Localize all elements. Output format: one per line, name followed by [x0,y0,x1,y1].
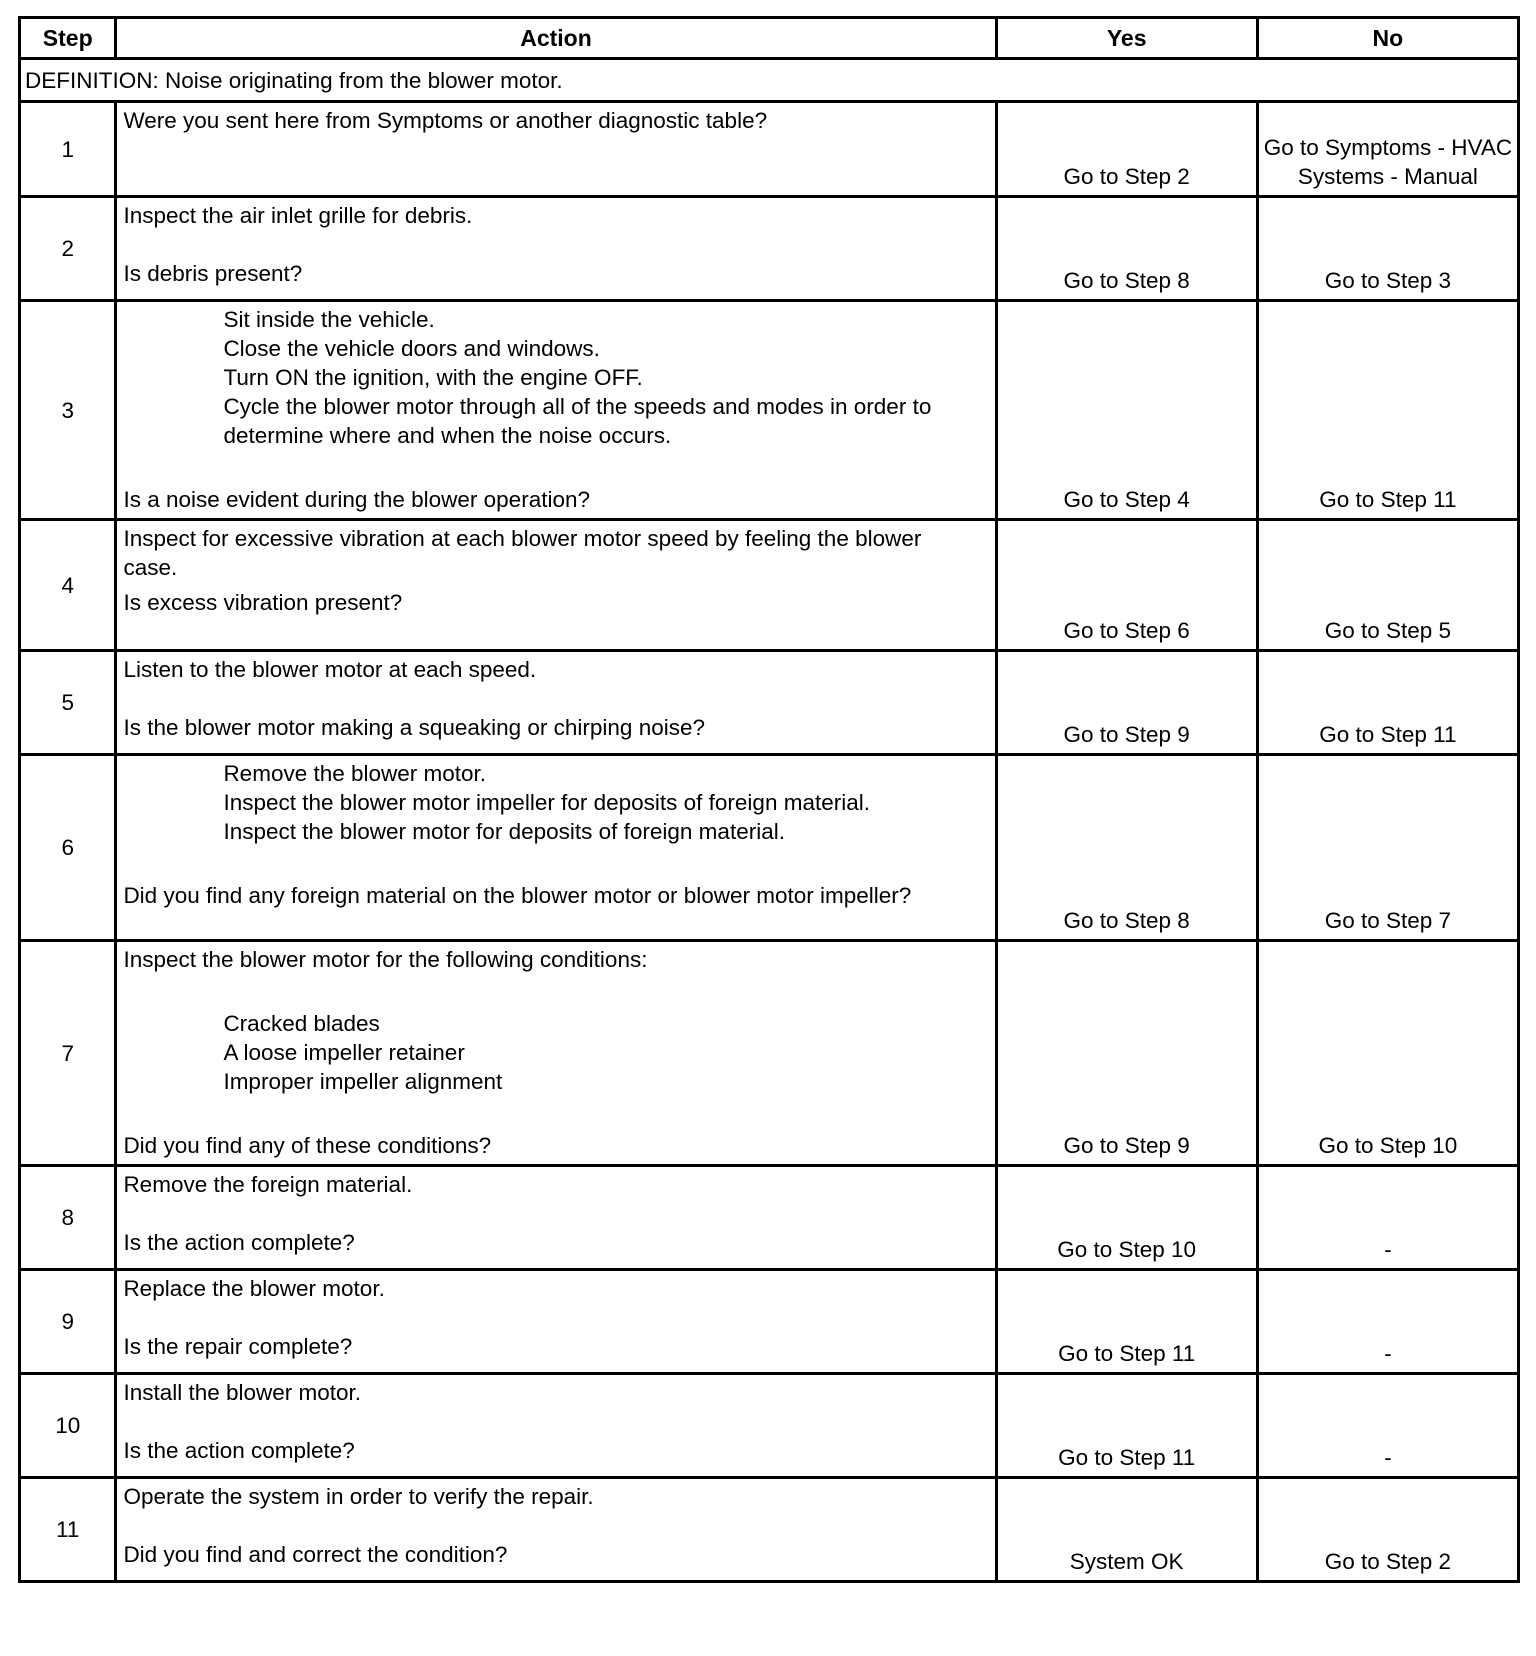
header-no: No [1257,18,1518,59]
yes-cell: Go to Step 9 [996,941,1257,1166]
no-cell: - [1257,1270,1518,1374]
no-cell: - [1257,1374,1518,1478]
action-cell [116,1166,996,1270]
condition-item: A loose impeller retainer [223,1040,465,1065]
yes-cell: Go to Step 8 [996,755,1257,941]
action-cell [116,197,996,301]
action-cell [116,301,996,520]
action-line: Replace the blower motor. [123,1276,385,1301]
action-cell [116,1270,996,1374]
step-number: 6 [20,755,116,941]
action-cell [116,755,996,941]
yes-cell: Go to Step 4 [996,301,1257,520]
action-question: Is the action complete? [123,1230,355,1255]
action-line: Inspect for excessive vibration at each blower motor speed by feeling the blower case. [123,526,922,580]
step-number: 3 [20,301,116,520]
action-cell [116,102,996,197]
no-cell: Go to Step 5 [1257,520,1518,651]
step-row-5 [20,651,1519,755]
header-row [20,18,1519,59]
action-question: Is the action complete? [123,1438,355,1463]
yes-cell: Go to Step 6 [996,520,1257,651]
action-question: Is the blower motor making a squeaking or chirping noise? [123,715,705,740]
step-row-10 [20,1374,1519,1478]
action-question: Did you find and correct the condition? [123,1542,508,1567]
header-yes: Yes [996,18,1257,59]
step-number: 10 [20,1374,116,1478]
action-line: Listen to the blower motor at each speed. [123,657,537,682]
action-cell [116,941,996,1166]
yes-cell: Go to Step 9 [996,651,1257,755]
action-line: Inspect the blower motor impeller for deposits of foreign material. [223,790,870,815]
action-line: Install the blower motor. [123,1380,362,1405]
action-line: Inspect the blower motor for the following conditions: [123,947,648,972]
action-line: Cycle the blower motor through all of the speeds and modes in order to determine where and when the noise occurs. [223,394,932,448]
step-number: 2 [20,197,116,301]
action-question: Is the repair complete? [123,1334,353,1359]
step-row-6 [20,755,1519,941]
header-step: Step [20,18,116,59]
definition-text: DEFINITION: Noise originating from the blower motor. [20,59,1519,102]
action-cell [116,1374,996,1478]
step-number: 1 [20,102,116,197]
step-row-11 [20,1478,1519,1582]
step-row-4 [20,520,1519,651]
action-line: Turn ON the ignition, with the engine OFF. [223,365,643,390]
action-question: Is a noise evident during the blower operation? [123,487,590,512]
action-line: Operate the system in order to verify the repair. [123,1484,594,1509]
step-row-9 [20,1270,1519,1374]
step-row-3 [20,301,1519,520]
step-row-2 [20,197,1519,301]
step-number: 11 [20,1478,116,1582]
action-cell [116,651,996,755]
step-number: 8 [20,1166,116,1270]
no-cell: Go to Step 10 [1257,941,1518,1166]
action-question: Did you find any foreign material on the blower motor or blower motor impeller? [123,883,912,908]
no-cell: Go to Step 7 [1257,755,1518,941]
condition-item: Improper impeller alignment [223,1069,503,1094]
step-number: 4 [20,520,116,651]
condition-item: Cracked blades [223,1011,380,1036]
yes-cell: Go to Step 8 [996,197,1257,301]
action-line: Were you sent here from Symptoms or another diagnostic table? [123,108,768,133]
definition-row [20,59,1519,102]
yes-cell: Go to Step 11 [996,1374,1257,1478]
yes-cell: Go to Step 11 [996,1270,1257,1374]
no-cell: Go to Step 3 [1257,197,1518,301]
yes-cell: Go to Step 2 [996,102,1257,197]
step-number: 9 [20,1270,116,1374]
header-action: Action [116,18,996,59]
step-row-7 [20,941,1519,1166]
no-cell: Go to Step 11 [1257,651,1518,755]
action-cell [116,1478,996,1582]
diagnostic-table [18,16,1520,1583]
no-cell: - [1257,1166,1518,1270]
step-row-8 [20,1166,1519,1270]
no-cell: Go to Symptoms - HVAC Systems - Manual [1257,102,1518,197]
yes-cell: Go to Step 10 [996,1166,1257,1270]
yes-cell: System OK [996,1478,1257,1582]
action-line: Inspect the blower motor for deposits of foreign material. [223,819,785,844]
action-line: Close the vehicle doors and windows. [223,336,600,361]
action-question: Is debris present? [123,261,303,286]
action-cell [116,520,996,651]
action-line: Remove the foreign material. [123,1172,413,1197]
action-line: Inspect the air inlet grille for debris. [123,203,473,228]
action-question: Did you find any of these conditions? [123,1133,492,1158]
step-number: 7 [20,941,116,1166]
step-number: 5 [20,651,116,755]
action-line: Remove the blower motor. [223,761,487,786]
no-cell: Go to Step 2 [1257,1478,1518,1582]
no-cell: Go to Step 11 [1257,301,1518,520]
step-row-1 [20,102,1519,197]
action-line: Sit inside the vehicle. [223,307,435,332]
action-question: Is excess vibration present? [123,590,403,615]
